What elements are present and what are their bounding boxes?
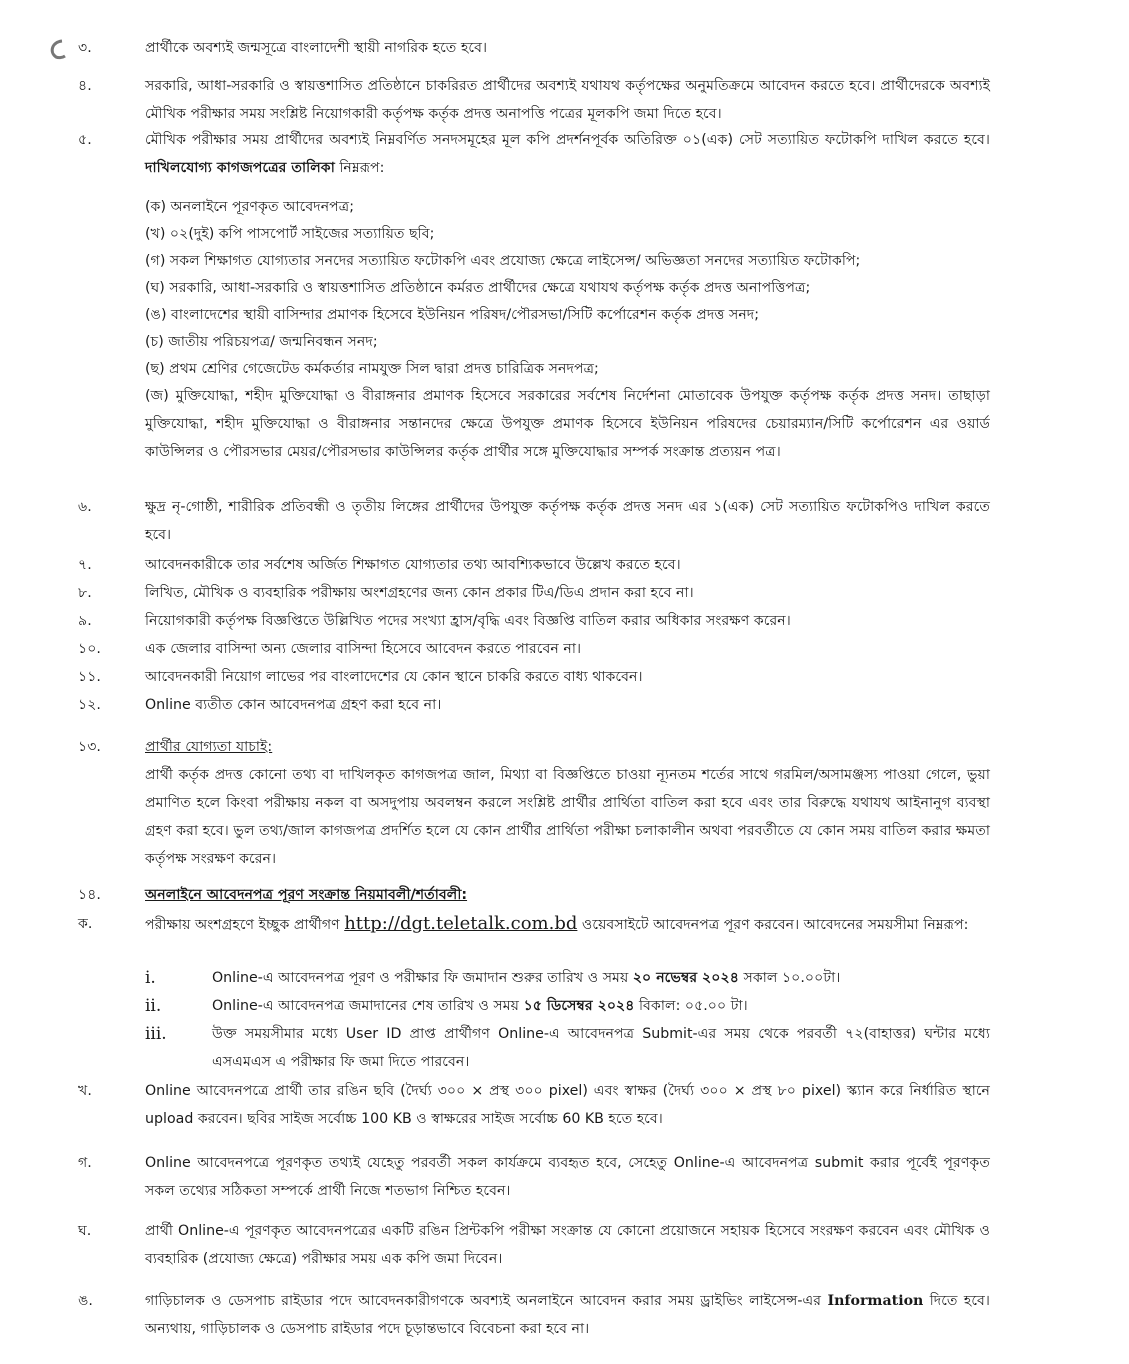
timeline-text-part: Online-এ আবেদনপত্র জমাদানের শেষ তারিখ ও সময় (212, 998, 520, 1014)
item-text: ক্ষুদ্র নৃ-গোষ্ঠী, শারীরিক প্রতিবন্ধী ও তৃতীয় লিঙ্গের প্রার্থীদের উপযুক্ত কর্তৃপক্ষ কর্তৃক প্রদত্ত সনদ এর ১(এক) সেট সত্যায়িত ফটোকপিও দাখিল করতে হবে। (145, 499, 990, 543)
item-text: Online ব্যতীত কোন আবেদনপত্র গ্রহণ করা হবে না। (145, 697, 442, 713)
item-text: আবেদনকারীকে তার সর্বশেষ অর্জিত শিক্ষাগত যোগ্যতার তথ্য আবশ্যিকভাবে উল্লেখ করতে হবে। (145, 557, 681, 573)
document-text: (ছ) প্রথম শ্রেণির গেজেটেড কর্মকর্তার নামযুক্ত সিল দ্বারা প্রদত্ত চারিত্রিক সনদপত্র; (145, 361, 599, 377)
roman-number: i. (145, 968, 156, 988)
item-number: ১১. (78, 669, 101, 685)
document-text: (জ) মুক্তিযোদ্ধা, শহীদ মুক্তিযোদ্ধা ও বীরাঙ্গনার প্রমাণক হিসেবে সরকারের সর্বশেষ নির্দেশনা মোতাবেক উপযুক্ত কর্তৃপক্ষ কর্তৃক প্রদত্ত সনদ। তাছাড়া মুক্তিযোদ্ধা, শহীদ মুক্তিযোদ্ধা ও বীরাঙ্গনার সন্তানদের ক্ষেত্রে উপযুক্ত প্রমাণক হিসেবে ইউনিয়ন পরিষদের চেয়ারম্যান/সিটি কর্পোরেশন এর ওয়ার্ড কাউন্সিলর ও পৌরসভার মেয়র/পৌরসভার কাউন্সিলর কর্তৃক প্রার্থীর সঙ্গে মুক্তিযোদ্ধার সম্পর্ক সংক্রান্ত প্রত্যয়ন পত্র। (145, 388, 990, 460)
item-text (145, 1287, 990, 1343)
item-text: Online আবেদনপত্রে পূরণকৃত তথ্যই যেহেতু পরবর্তী সকল কার্যক্রমে ব্যবহৃত হবে, সেহেতু Online-এ আবেদনপত্র submit করার পূর্বেই পূরণকৃত সকল তথ্যের সঠিকতা সম্পর্কে প্রার্থী নিজে শতভাগ নিশ্চিত হবেন। (145, 1155, 990, 1199)
item-number: ৪. (78, 78, 92, 94)
item-text: প্রার্থীকে অবশ্যই জন্মসূত্রে বাংলাদেশী স্থায়ী নাগরিক হতে হবে। (145, 40, 488, 56)
item-number: ঙ. (78, 1293, 93, 1309)
item-text-part: ওয়েবসাইটে আবেদনপত্র পূরণ করবেন। আবেদনের সময়সীমা নিম্নরূপ: (581, 917, 969, 933)
item-text-part: নিম্নরূপ: (339, 160, 385, 176)
item-number: ১৪. (78, 887, 101, 903)
item-number: ৬. (78, 499, 92, 515)
item-number: ১৩. (78, 739, 101, 755)
timeline-text (212, 964, 990, 992)
item-text: এক জেলার বাসিন্দা অন্য জেলার বাসিন্দা হিসেবে আবেদন করতে পারবেন না। (145, 641, 582, 657)
timeline-text-part: Online-এ আবেদনপত্র পূরণ ও পরীক্ষার ফি জমাদান শুরুর তারিখ ও সময় (212, 970, 629, 986)
document-text: (গ) সকল শিক্ষাগত যোগ্যতার সনদের সত্যায়িত ফটোকপি এবং প্রযোজ্য ক্ষেত্রে লাইসেন্স/ অভিজ্ঞতা সনদের সত্যায়িত ফটোকপি; (145, 253, 861, 269)
item-text: প্রার্থী কর্তৃক প্রদত্ত কোনো তথ্য বা দাখিলকৃত কাগজপত্র জাল, মিথ্যা বা বিজ্ঞপ্তিতে চাওয়া ন্যূনতম শর্তের সাথে গরমিল/অসামঞ্জস্য পাওয়া গেলে, ভুয়া প্রমাণিত হলে কিংবা পরীক্ষায় নকল বা অসদুপায় অবলম্বন করলে সংশ্লিষ্ট প্রার্থীর প্রার্থিতা বাতিল করা হবে এবং তার বিরুদ্ধে যথাযথ আইনানুগ ব্যবস্থা গ্রহণ করা হবে। ভুল তথ্য/জাল কাগজপত্র প্রদর্শিত হলে যে কোন প্রার্থীর প্রার্থিতা পরীক্ষা চলাকালীন অথবা পরবর্তীতে যে কোন সময় বাতিল করার ক্ষমতা কর্তৃপক্ষ সংরক্ষণ করেন। (145, 767, 990, 867)
teletalk-website-link[interactable]: http://dgt.teletalk.com.bd (344, 913, 578, 934)
section-heading: অনলাইনে আবেদনপত্র পূরণ সংক্রান্ত নিয়মাবলী/শর্তাবলী: (145, 887, 468, 903)
item-text: সরকারি, আধা-সরকারি ও স্বায়ত্তশাসিত প্রতিষ্ঠানে চাকরিরত প্রার্থীদের অবশ্যই যথাযথ কর্তৃপক্ষের অনুমতিক্রমে আবেদন করতে হবে। প্রার্থীদেরকে অবশ্যই মৌখিক পরীক্ষার সময় সংশ্লিষ্ট নিয়োগকারী কর্তৃপক্ষ কর্তৃক প্রদত্ত অনাপত্তি পত্রের মূলকপি জমা দিতে হবে। (145, 78, 990, 122)
item-number: গ. (78, 1155, 92, 1171)
document-text: (ঘ) সরকারি, আধা-সরকারি ও স্বায়ত্তশাসিত প্রতিষ্ঠানে কর্মরত প্রার্থীদের ক্ষেত্রে যথাযথ কর্তৃপক্ষ কর্তৃক প্রদত্ত অনাপত্তিপত্র; (145, 280, 811, 296)
start-date: ২০ নভেম্বর ২০২৪ (632, 970, 739, 986)
item-number: ৯. (78, 613, 92, 629)
documents-list-heading: দাখিলযোগ্য কাগজপত্রের তালিকা (145, 160, 335, 176)
item-text: প্রার্থী Online-এ পূরণকৃত আবেদনপত্রের একটি রঙিন প্রিন্টকপি পরীক্ষা সংক্রান্ত যে কোনো প্রয়োজনে সহায়ক হিসেবে সংরক্ষণ করবেন এবং মৌখিক ও ব্যবহারিক (প্রযোজ্য ক্ষেত্রে) পরীক্ষার সময় এক কপি জমা দিবেন। (145, 1223, 990, 1267)
item-number: ৭. (78, 557, 92, 573)
document-text: (ঙ) বাংলাদেশের স্থায়ী বাসিন্দার প্রমাণক হিসেবে ইউনিয়ন পরিষদ/পৌরসভা/সিটি কর্পোরেশন কর্তৃক প্রদত্ত সনদ; (145, 307, 760, 323)
item-text (145, 910, 990, 939)
timeline-text: উক্ত সময়সীমার মধ্যে User ID প্রাপ্ত প্রার্থীগণ Online-এ আবেদনপত্র Submit-এর সময় থেকে পরবর্তী ৭২(বাহাত্তর) ঘন্টার মধ্যে এসএমএস এ পরীক্ষার ফি জমা দিতে পারবেন। (212, 1026, 990, 1070)
item-number: ৫. (78, 132, 92, 148)
document-text: (খ) ০২(দুই) কপি পাসপোর্ট সাইজের সত্যায়িত ছবি; (145, 226, 435, 242)
item-number: খ. (78, 1083, 92, 1099)
item-number: ৮. (78, 585, 92, 601)
item-number: ১২. (78, 697, 101, 713)
item-text (145, 126, 990, 182)
item-text-part: দিতে হবে। অন্যথায়, গাড়িচালক ও ডেসপাচ রাইডার পদে চূড়ান্তভাবে বিবেচনা করা হবে না। (145, 1293, 990, 1337)
information-keyword: Information (827, 1293, 924, 1309)
section-heading: প্রার্থীর যোগ্যতা যাচাই: (145, 739, 273, 755)
item-number: ক. (78, 916, 93, 932)
item-text-part: মৌখিক পরীক্ষার সময় প্রার্থীদের অবশ্যই নিম্নবর্ণিত সনদসমূহের মূল কপি প্রদর্শনপূর্বক অতিরিক্ত ০১(এক) সেট সত্যায়িত ফটোকপি দাখিল করতে হবে। (145, 132, 990, 148)
item-text: লিখিত, মৌখিক ও ব্যবহারিক পরীক্ষায় অংশগ্রহণের জন্য কোন প্রকার টিএ/ডিএ প্রদান করা হবে না। (145, 585, 694, 601)
end-date: ১৫ ডিসেম্বর ২০২৪ (523, 998, 635, 1014)
item-number: ৩. (78, 40, 92, 56)
roman-number: iii. (145, 1024, 167, 1044)
roman-number: ii. (145, 996, 162, 1016)
item-number: ১০. (78, 641, 101, 657)
item-text: আবেদনকারী নিয়োগ লাভের পর বাংলাদেশের যে কোন স্থানে চাকরি করতে বাধ্য থাকবেন। (145, 669, 643, 685)
punch-hole-mark (46, 38, 68, 60)
document-text: (ক) অনলাইনে পূরণকৃত আবেদনপত্র; (145, 199, 355, 215)
item-text-part: পরীক্ষায় অংশগ্রহণে ইচ্ছুক প্রার্থীগণ (145, 917, 340, 933)
timeline-text-part: বিকাল: ০৫.০০ টা। (639, 998, 748, 1014)
item-text: নিয়োগকারী কর্তৃপক্ষ বিজ্ঞপ্তিতে উল্লিখিত পদের সংখ্যা হ্রাস/বৃদ্ধি এবং বিজ্ঞপ্তি বাতিল করার অধিকার সংরক্ষণ করেন। (145, 613, 791, 629)
document-text: (চ) জাতীয় পরিচয়পত্র/ জন্মনিবন্ধন সনদ; (145, 334, 378, 350)
timeline-text-part: সকাল ১০.০০টা। (743, 970, 841, 986)
item-number: ঘ. (78, 1223, 92, 1239)
item-text-part: গাড়িচালক ও ডেসপাচ রাইডার পদে আবেদনকারীগণকে অবশ্যই অনলাইনে আবেদন করার সময় ড্রাইভিং লাইসেন্স-এর (145, 1293, 822, 1309)
item-text: Online আবেদনপত্রে প্রার্থী তার রঙিন ছবি (দৈর্ঘ্য ৩০০ × প্রস্থ ৩০০ pixel) এবং স্বাক্ষর (দৈর্ঘ্য ৩০০ × প্রস্থ ৮০ pixel) স্ক্যান করে নির্ধারিত স্থানে upload করবেন। ছবির সাইজ সর্বোচ্চ 100 KB ও স্বাক্ষরের সাইজ সর্বোচ্চ 60 KB হতে হবে। (145, 1083, 990, 1127)
timeline-text (212, 992, 990, 1020)
